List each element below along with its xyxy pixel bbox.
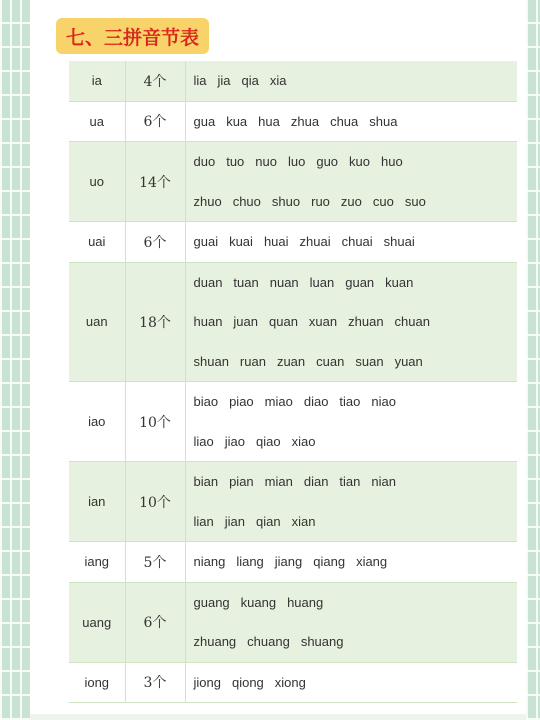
syllable-line: [194, 622, 518, 662]
syllable: shuan: [193, 353, 229, 369]
syllable-line: [194, 222, 518, 262]
syllable: suan: [355, 353, 384, 369]
count-cell: 6个: [125, 101, 185, 142]
syllable: guai: [193, 234, 219, 250]
syllable: liao: [193, 433, 214, 449]
syllable: shuang: [300, 634, 344, 650]
count-cell: 6个: [125, 222, 185, 263]
count-cell: 6个: [125, 582, 185, 662]
table-row: [69, 542, 517, 583]
final-cell: uai: [69, 222, 125, 263]
syllable: yuan: [394, 353, 423, 369]
syllables-cell: [185, 542, 517, 583]
syllable-line: [194, 422, 518, 462]
syllable: chuo: [232, 193, 261, 209]
syllable-line: [194, 182, 518, 222]
syllable: suo: [404, 193, 426, 209]
syllable-line: [194, 102, 518, 142]
syllable: zhuai: [299, 234, 331, 250]
table-row: [69, 262, 517, 382]
syllable: kuo: [349, 154, 371, 170]
syllable-line: [194, 61, 518, 101]
syllable: lian: [193, 513, 214, 529]
syllable: kuang: [240, 594, 277, 610]
final-cell: uang: [69, 582, 125, 662]
syllable: luan: [309, 274, 335, 290]
syllable: zuan: [276, 353, 306, 369]
syllable: lia: [193, 73, 207, 89]
syllable: jiang: [274, 554, 303, 570]
final-cell: ian: [69, 462, 125, 542]
syllable-line: [194, 342, 518, 382]
final-cell: ia: [69, 61, 125, 101]
syllables-cell: [185, 382, 517, 462]
table-row: [69, 222, 517, 263]
syllable: miao: [264, 394, 293, 410]
table-row: [69, 462, 517, 542]
table-row: [69, 101, 517, 142]
syllable: ruo: [311, 193, 330, 209]
right-decorative-border: [526, 0, 540, 720]
syllables-cell: [185, 462, 517, 542]
syllable: qiang: [313, 554, 346, 570]
syllable: jiong: [193, 674, 221, 690]
syllable-line: [194, 583, 518, 623]
syllable: qian: [256, 513, 281, 529]
syllable: chuang: [247, 634, 290, 650]
syllable: huo: [381, 154, 403, 170]
syllable: piao: [229, 394, 254, 410]
table-row: [69, 382, 517, 462]
syllable-table: [69, 61, 517, 703]
syllable-line: [194, 502, 518, 542]
table-row: [69, 142, 517, 222]
syllable: gua: [193, 113, 216, 129]
syllable: bian: [193, 474, 219, 490]
syllable: liang: [236, 554, 264, 570]
final-cell: iao: [69, 382, 125, 462]
syllable: duo: [193, 154, 216, 170]
syllable-line: [194, 382, 518, 422]
left-decorative-border: [0, 0, 30, 720]
count-cell: 4个: [125, 61, 185, 101]
syllable: hua: [258, 113, 280, 129]
syllable: xiong: [274, 674, 306, 690]
syllable: huan: [193, 314, 223, 330]
syllable: jian: [224, 513, 245, 529]
syllable: shua: [369, 113, 398, 129]
syllable: xiao: [291, 433, 316, 449]
syllable: zhuang: [193, 634, 237, 650]
syllable-line: [194, 462, 518, 502]
syllable: biao: [193, 394, 219, 410]
syllable: nian: [371, 474, 396, 490]
syllable: xiang: [356, 554, 388, 570]
syllable: dian: [303, 474, 329, 490]
syllable: quan: [269, 314, 298, 330]
syllable-line: [194, 142, 518, 182]
syllable: chuai: [341, 234, 373, 250]
syllable-line: [194, 302, 518, 342]
syllables-cell: [185, 142, 517, 222]
syllable: nuan: [269, 274, 299, 290]
syllable: zhuo: [193, 193, 222, 209]
syllable: mian: [264, 474, 293, 490]
syllable: qiao: [256, 433, 281, 449]
syllables-cell: [185, 222, 517, 263]
syllable: chua: [330, 113, 359, 129]
syllable-line: [194, 263, 518, 303]
final-cell: uo: [69, 142, 125, 222]
syllable: cuo: [372, 193, 394, 209]
syllable: pian: [229, 474, 254, 490]
final-cell: uan: [69, 262, 125, 382]
syllable: tiao: [339, 394, 361, 410]
syllable: ruan: [239, 353, 266, 369]
syllable: huai: [263, 234, 289, 250]
syllable: kua: [226, 113, 248, 129]
count-cell: 5个: [125, 542, 185, 583]
syllable: huang: [287, 594, 324, 610]
syllable: jia: [217, 73, 231, 89]
syllable: kuai: [229, 234, 253, 250]
syllable: tuan: [233, 274, 259, 290]
syllable: guo: [316, 154, 339, 170]
syllable: juan: [233, 314, 258, 330]
syllables-cell: [185, 262, 517, 382]
syllable: xia: [269, 73, 287, 89]
count-cell: 18个: [125, 262, 185, 382]
syllable: guang: [193, 594, 230, 610]
syllable: tuo: [226, 154, 245, 170]
syllable: niang: [193, 554, 226, 570]
syllable-line: [194, 542, 518, 582]
count-cell: 10个: [125, 382, 185, 462]
final-cell: iong: [69, 662, 125, 703]
syllable: shuai: [383, 234, 415, 250]
syllable: niao: [371, 394, 396, 410]
section-title: 七、三拼音节表: [56, 18, 209, 54]
count-cell: 3个: [125, 662, 185, 703]
syllable: luo: [287, 154, 306, 170]
syllable: shuo: [271, 193, 301, 209]
syllable: zhuan: [348, 314, 384, 330]
page: [30, 0, 526, 714]
syllable: qia: [241, 73, 259, 89]
syllable: qiong: [231, 674, 264, 690]
syllable: duan: [193, 274, 223, 290]
syllable: xuan: [308, 314, 338, 330]
table-row: [69, 662, 517, 703]
syllable: kuan: [385, 274, 414, 290]
syllable: guan: [345, 274, 375, 290]
final-cell: iang: [69, 542, 125, 583]
syllable: chuan: [394, 314, 430, 330]
syllable: zhua: [290, 113, 320, 129]
syllable: zuo: [340, 193, 362, 209]
table-row: [69, 61, 517, 101]
syllable: nuo: [255, 154, 277, 170]
syllable: xian: [291, 513, 316, 529]
syllable: diao: [303, 394, 329, 410]
syllable: cuan: [316, 353, 345, 369]
syllables-cell: [185, 61, 517, 101]
count-cell: 10个: [125, 462, 185, 542]
syllable: tian: [339, 474, 361, 490]
table-row: [69, 582, 517, 662]
final-cell: ua: [69, 101, 125, 142]
syllables-cell: [185, 662, 517, 703]
syllable: jiao: [224, 433, 245, 449]
syllable-line: [194, 663, 518, 703]
count-cell: 14个: [125, 142, 185, 222]
syllables-cell: [185, 582, 517, 662]
syllables-cell: [185, 101, 517, 142]
